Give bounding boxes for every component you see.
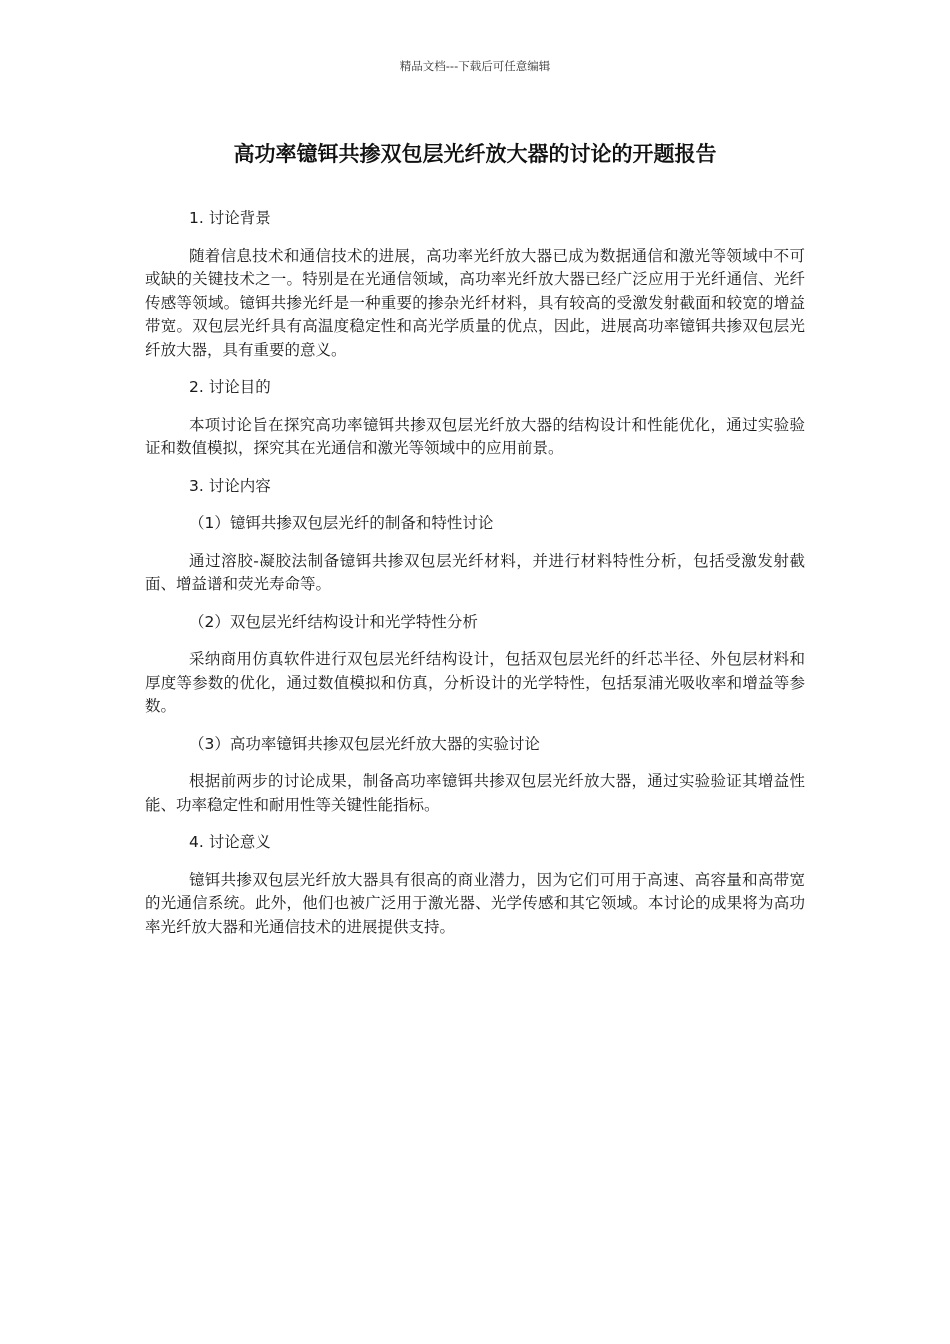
paragraph-amplifier-experiment: 根据前两步的讨论成果，制备高功率镱铒共掺双包层光纤放大器，通过实验验证其增益性能、功率稳定性和耐用性等关键性能指标。 bbox=[145, 772, 805, 814]
subheading-fiber-preparation: （1）镱铒共掺双包层光纤的制备和特性讨论 bbox=[189, 514, 494, 532]
header-note: 精品文档---下载后可任意编辑 bbox=[399, 59, 551, 73]
subheading-amplifier-experiment: （3）高功率镱铒共掺双包层光纤放大器的实验讨论 bbox=[189, 734, 540, 753]
paragraph-fiber-preparation: 通过溶胶-凝胶法制备镱铒共掺双包层光纤材料，并进行材料特性分析，包括受激发射截面、增益谱和荧光寿命等。 bbox=[145, 551, 805, 593]
section-heading-background: 1. 讨论背景 bbox=[189, 209, 271, 227]
paragraph-structure-design: 采纳商用仿真软件进行双包层光纤结构设计，包括双包层光纤的纤芯半径、外包层材料和厚度等参数的优化，通过数值模拟和仿真，分析设计的光学特性，包括泵浦光吸收率和增益等参数。 bbox=[145, 650, 805, 715]
paragraph-purpose: 本项讨论旨在探究高功率镱铒共掺双包层光纤放大器的结构设计和性能优化，通过实验验证和数值模拟，探究其在光通信和激光等领域中的应用前景。 bbox=[145, 415, 805, 457]
section-heading-purpose: 2. 讨论目的 bbox=[189, 378, 271, 396]
section-heading-content: 3. 讨论内容 bbox=[189, 476, 271, 495]
subheading-structure-design: （2）双包层光纤结构设计和光学特性分析 bbox=[189, 612, 478, 631]
paragraph-background: 随着信息技术和通信技术的进展，高功率光纤放大器已成为数据通信和激光等领域中不可或缺的关键技术之一。特别是在光通信领域，高功率光纤放大器已经广泛应用于光纤通信、光纤传感等领域。镱铒共掺光纤是一种重要的掺杂光纤材料，具有较高的受激发射截面和较宽的增益带宽。双包层光纤具有高温度稳定性和高光学质量的优点，因此，进展高功率镱铒共掺双包层光纤放大器，具有重要的意义。 bbox=[145, 246, 805, 359]
document-body bbox=[145, 207, 805, 953]
document-title: 高功率镱铒共掺双包层光纤放大器的讨论的开题报告 bbox=[233, 142, 717, 166]
section-heading-significance: 4. 讨论意义 bbox=[189, 833, 271, 851]
paragraph-significance: 镱铒共掺双包层光纤放大器具有很高的商业潜力，因为它们可用于高速、高容量和高带宽的光通信系统。此外，他们也被广泛用于激光器、光学传感和其它领域。本讨论的成果将为高功率光纤放大器和光通信技术的进展提供支持。 bbox=[145, 870, 805, 936]
